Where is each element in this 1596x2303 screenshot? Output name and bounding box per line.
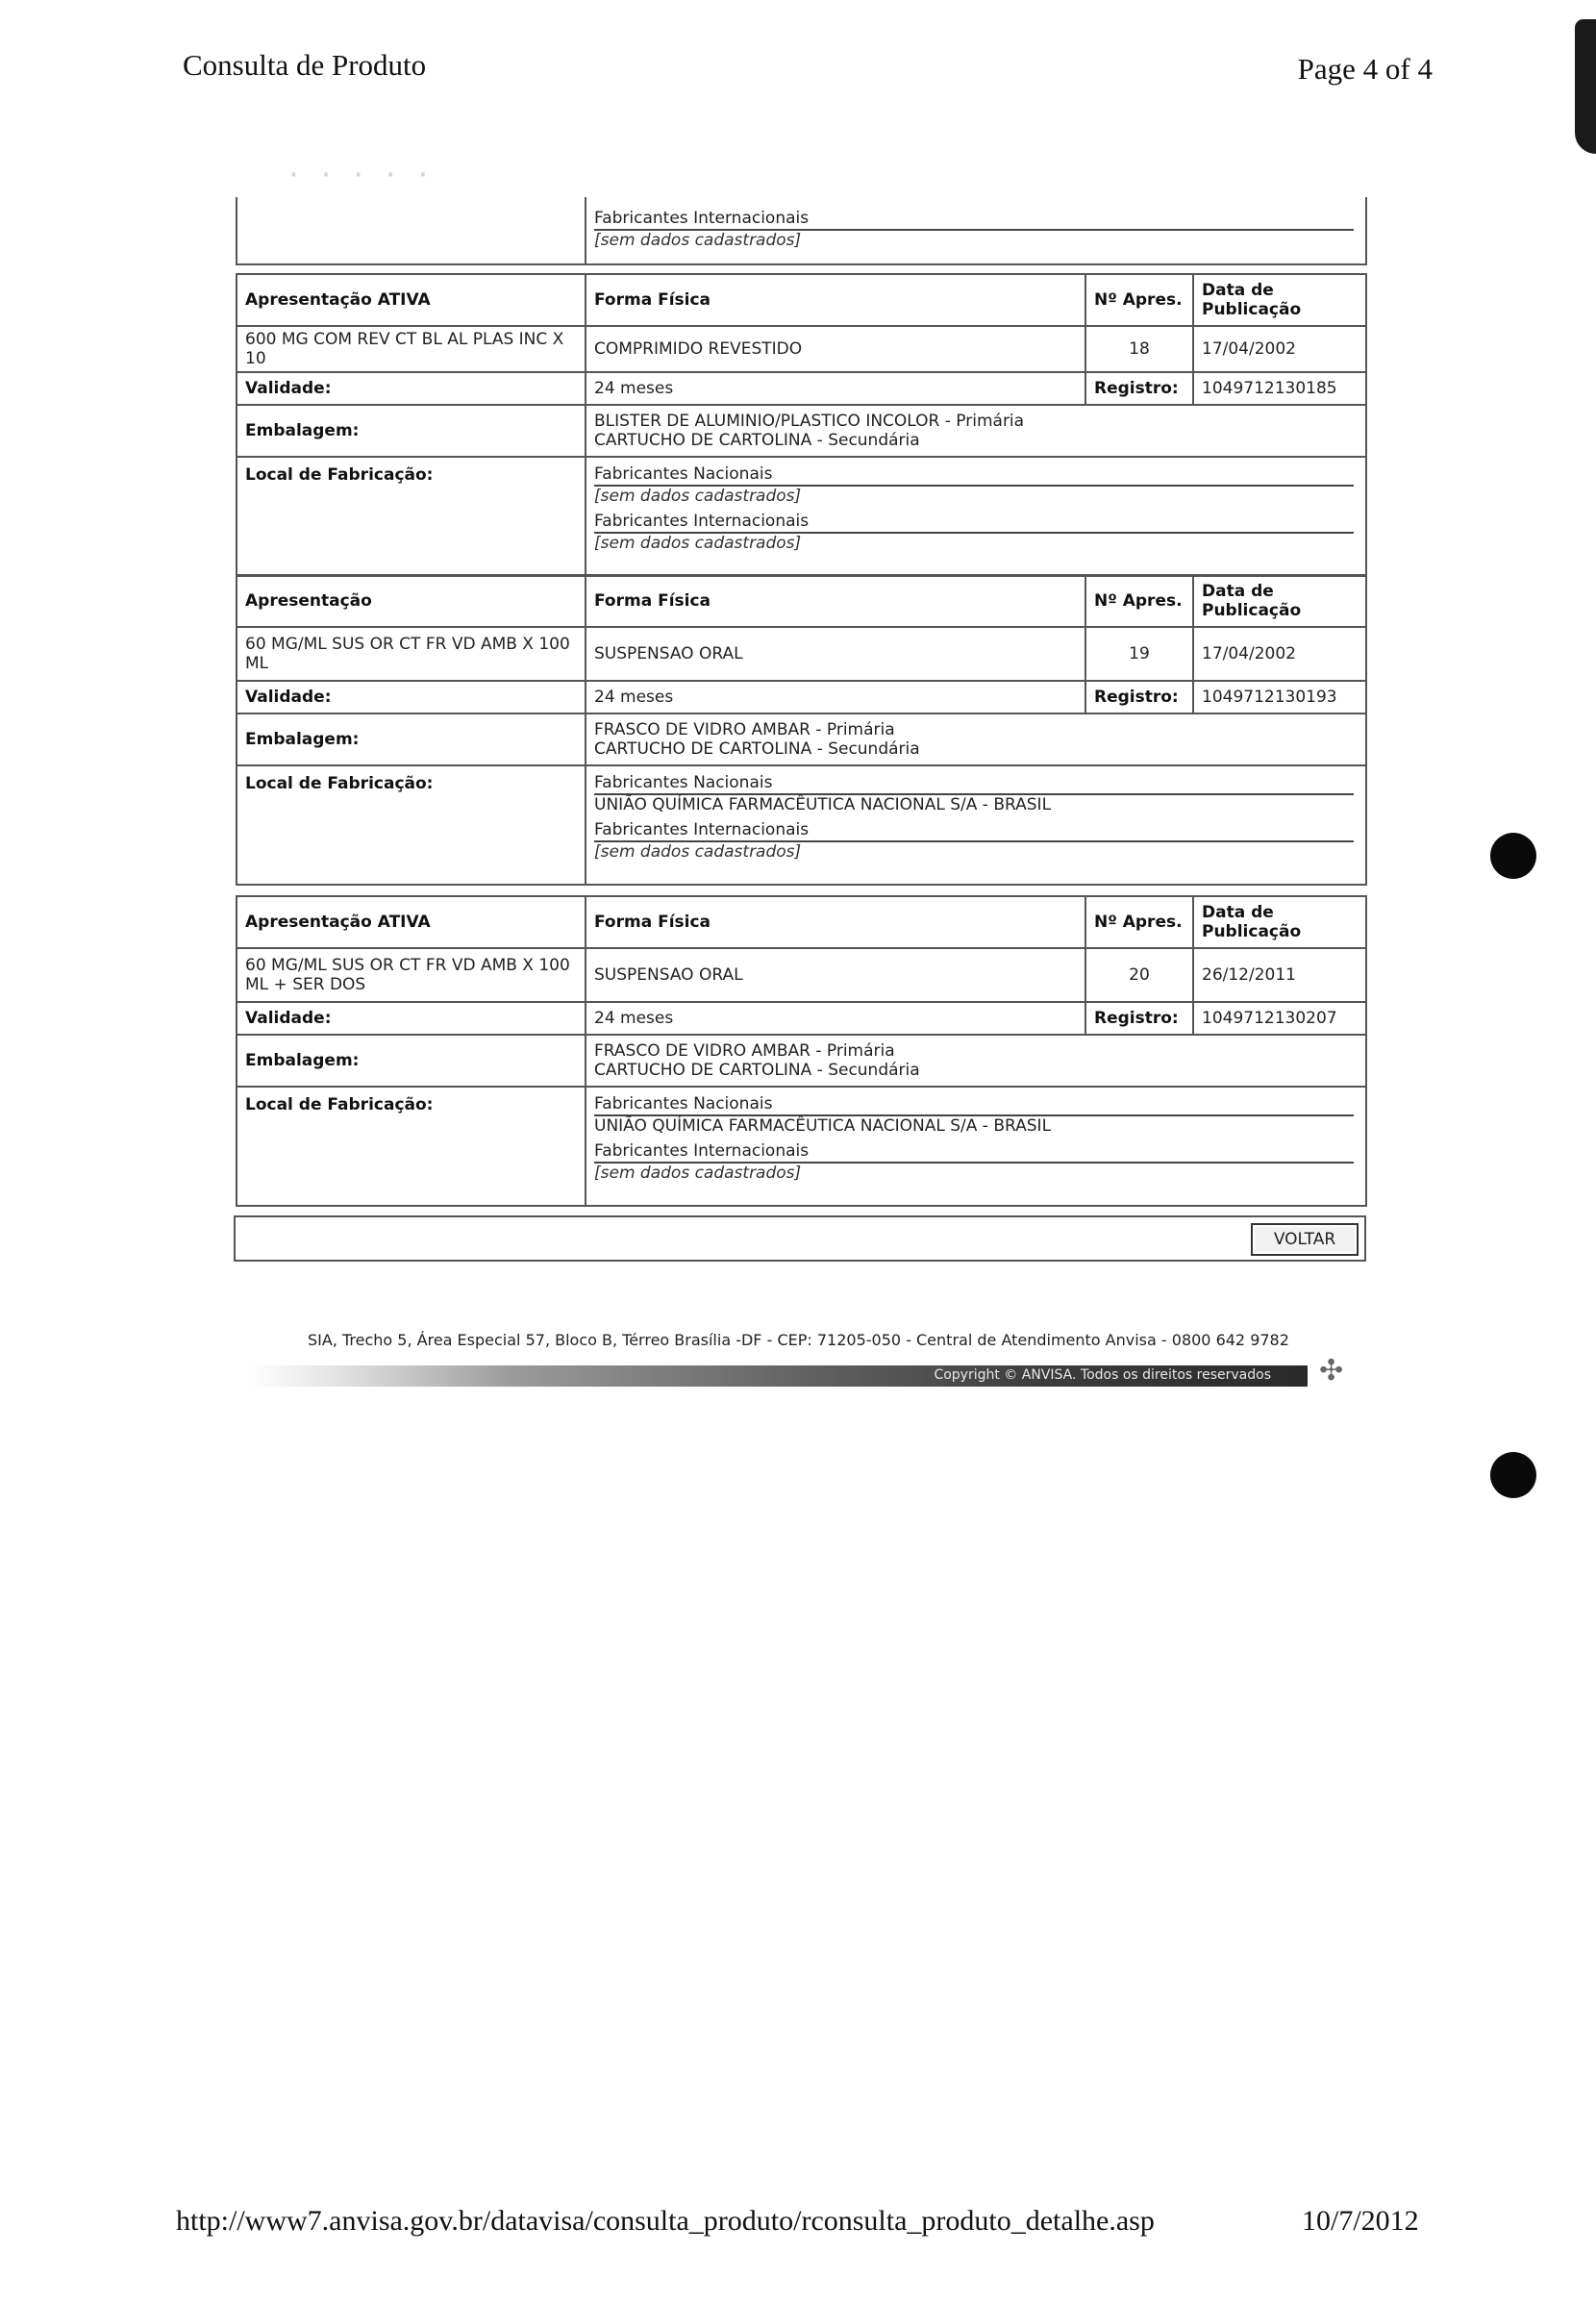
data-publicacao-value: 17/04/2002 xyxy=(1193,627,1366,681)
registro-label: Registro: xyxy=(1085,1002,1193,1035)
fab-nacionais-label: Fabricantes Nacionais xyxy=(594,1094,1354,1116)
top-partial-block xyxy=(236,197,1367,265)
fab-internacionais-value: [sem dados cadastrados] xyxy=(594,842,802,862)
fab-internacionais-label: Fabricantes Internacionais xyxy=(594,1141,1354,1164)
page-title: Consulta de Produto xyxy=(183,48,427,82)
copyright-text: Copyright © ANVISA. Todos os direitos reservados xyxy=(934,1367,1271,1383)
n-apres-value: 19 xyxy=(1085,627,1193,681)
data-publicacao-value: 26/12/2011 xyxy=(1193,948,1366,1002)
presentation-block-3 xyxy=(236,895,1367,1207)
registro-label: Registro: xyxy=(1085,681,1193,713)
local-fabricacao-label: Local de Fabricação: xyxy=(237,1087,586,1206)
forma-fisica-value: SUSPENSAO ORAL xyxy=(586,627,1085,681)
footer-address: SIA, Trecho 5, Área Especial 57, Bloco B, Térreo Brasília -DF - CEP: 71205-050 - Central de Atendimento Anvisa - 0800 642 9782 xyxy=(308,1331,1289,1349)
presentation-heading: Apresentação ATIVA xyxy=(237,274,586,326)
n-apres-value: 20 xyxy=(1085,948,1193,1002)
fab-nacionais-value: UNIÃO QUÍMICA FARMACÊUTICA NACIONAL S/A - BRASIL xyxy=(594,795,1052,814)
registro-label: Registro: xyxy=(1085,372,1193,405)
presentation-description: 60 MG/ML SUS OR CT FR VD AMB X 100 ML + SER DOS xyxy=(237,948,586,1002)
registro-value: 1049712130185 xyxy=(1193,372,1366,405)
fab-internacionais-value: [sem dados cadastrados] xyxy=(594,534,802,553)
validade-label: Validade: xyxy=(237,372,586,405)
fab-nacionais-label: Fabricantes Nacionais xyxy=(594,464,1354,487)
validade-value: 24 meses xyxy=(586,1002,1085,1035)
forma-fisica-header: Forma Física xyxy=(586,274,1085,326)
validade-value: 24 meses xyxy=(586,681,1085,713)
punch-hole xyxy=(1490,1452,1536,1498)
forma-fisica-value: SUSPENSAO ORAL xyxy=(586,948,1085,1002)
scan-edge-artifact xyxy=(1575,19,1596,154)
fab-internacionais-label: Fabricantes Internacionais xyxy=(594,512,1354,534)
fab-nacionais-label: Fabricantes Nacionais xyxy=(594,773,1354,795)
embalagem-label: Embalagem: xyxy=(237,405,586,457)
presentation-description: 60 MG/ML SUS OR CT FR VD AMB X 100 ML xyxy=(237,627,586,681)
presentation-block-2 xyxy=(236,574,1367,886)
footer-url: http://www7.anvisa.gov.br/datavisa/consulta_produto/rconsulta_produto_detalhe.asp xyxy=(176,2205,1155,2237)
forma-fisica-header: Forma Física xyxy=(586,896,1085,948)
data-publicacao-value: 17/04/2002 xyxy=(1193,326,1366,372)
presentation-description: 600 MG COM REV CT BL AL PLAS INC X 10 xyxy=(237,326,586,372)
anvisa-logo-icon: ✣ xyxy=(1319,1354,1344,1388)
fab-internacionais-value: [sem dados cadastrados] xyxy=(594,1164,802,1183)
embalagem-secundaria: CARTUCHO DE CARTOLINA - Secundária xyxy=(594,739,920,759)
forma-fisica-header: Forma Física xyxy=(586,575,1085,627)
data-publicacao-header: Data de Publicação xyxy=(1193,575,1366,627)
embalagem-secundaria: CARTUCHO DE CARTOLINA - Secundária xyxy=(594,1061,920,1080)
n-apres-header: Nº Apres. xyxy=(1085,575,1193,627)
embalagem-secundaria: CARTUCHO DE CARTOLINA - Secundária xyxy=(594,431,920,450)
registro-value: 1049712130207 xyxy=(1193,1002,1366,1035)
presentation-block-1 xyxy=(236,273,1367,577)
local-fabricacao-label: Local de Fabricação: xyxy=(237,765,586,885)
copyright-bar xyxy=(250,1365,1308,1387)
presentation-heading: Apresentação ATIVA xyxy=(237,896,586,948)
faint-stamp-mark: · · · · · xyxy=(288,156,435,194)
fab-internacionais-value: [sem dados cadastrados] xyxy=(594,231,802,250)
n-apres-header: Nº Apres. xyxy=(1085,274,1193,326)
embalagem-primaria: FRASCO DE VIDRO AMBAR - Primária xyxy=(594,1041,895,1061)
embalagem-label: Embalagem: xyxy=(237,1035,586,1087)
presentation-heading: Apresentação xyxy=(237,575,586,627)
n-apres-value: 18 xyxy=(1085,326,1193,372)
footer-date: 10/7/2012 xyxy=(1302,2205,1419,2237)
local-fabricacao-label: Local de Fabricação: xyxy=(237,457,586,576)
fab-nacionais-value: UNIÃO QUÍMICA FARMACÊUTICA NACIONAL S/A - BRASIL xyxy=(594,1116,1052,1136)
embalagem-label: Embalagem: xyxy=(237,713,586,765)
voltar-bar xyxy=(234,1215,1366,1262)
validade-label: Validade: xyxy=(237,1002,586,1035)
embalagem-primaria: FRASCO DE VIDRO AMBAR - Primária xyxy=(594,720,895,739)
forma-fisica-value: COMPRIMIDO REVESTIDO xyxy=(586,326,1085,372)
fab-internacionais-label: Fabricantes Internacionais xyxy=(594,820,1354,842)
registro-value: 1049712130193 xyxy=(1193,681,1366,713)
validade-label: Validade: xyxy=(237,681,586,713)
validade-value: 24 meses xyxy=(586,372,1085,405)
punch-hole xyxy=(1490,833,1536,879)
fab-nacionais-value: [sem dados cadastrados] xyxy=(594,487,802,506)
page-number: Page 4 of 4 xyxy=(1297,52,1433,86)
data-publicacao-header: Data de Publicação xyxy=(1193,274,1366,326)
data-publicacao-header: Data de Publicação xyxy=(1193,896,1366,948)
fab-internacionais-label: Fabricantes Internacionais xyxy=(594,209,1354,231)
voltar-button[interactable]: VOLTAR xyxy=(1251,1223,1359,1256)
n-apres-header: Nº Apres. xyxy=(1085,896,1193,948)
embalagem-primaria: BLISTER DE ALUMINIO/PLASTICO INCOLOR - Primária xyxy=(594,412,1025,431)
